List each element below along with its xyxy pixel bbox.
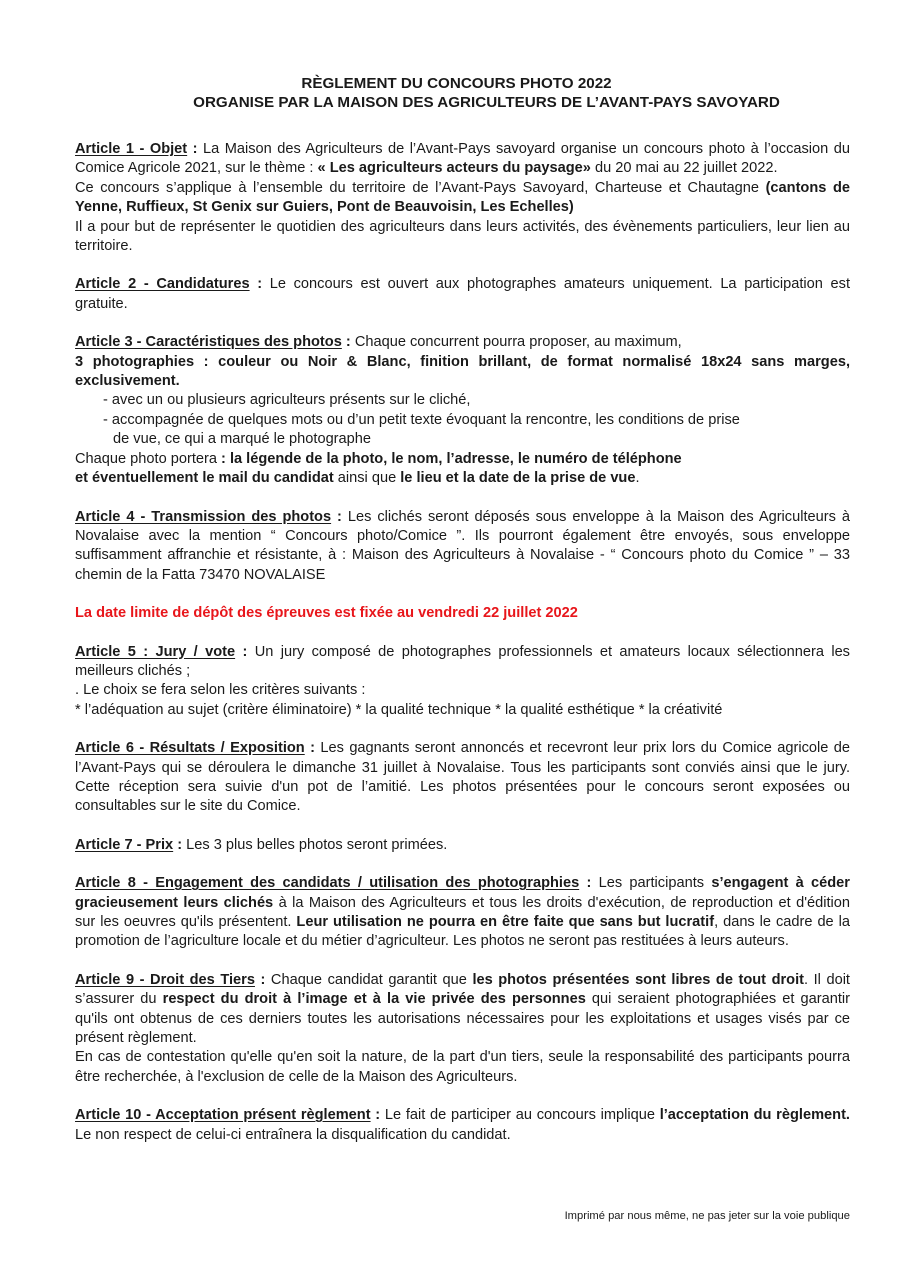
article-8-heading: Article 8 - Engagement des candidats / utilisation des photographies [75,875,580,892]
article-8-text-2: à la Maison des Agriculteurs et tous les droits d'exécution, de reproduction et d'édition sur les oeuvres qu'ils présentent. [75,894,850,930]
article-8-bold-1: s’engagent à céder gracieusement leurs clichés [75,875,850,911]
article-1-cantons: (cantons de Yenne, Ruffieux, St Genix sur Guiers, Pont de Beauvoisin, Les Echelles) [75,179,850,216]
article-1-text-3: Ce concours s’applique à l’ensemble du territoire de l’Avant-Pays Savoyard, Charteuse et Chautagne [75,179,766,196]
document-title [75,74,850,112]
article-9-text-3: qui seraient photographiées et garantir qu'ils ont obtenus de ces derniers toutes les autorisations nécessaires pour les exploitations et usages visés par ce présent règlement. [75,991,850,1047]
article-1-para-1 [75,140,850,179]
article-7 [75,836,850,855]
article-8-para [75,874,850,952]
article-3-separator: : [341,334,355,351]
article-1-para-3: Il a pour but de représenter le quotidien des agriculteurs dans leurs activités, des évènements particuliers, leur lien au territoire. [75,218,850,255]
article-1-separator: : [187,141,203,157]
article-8-separator: : [579,875,599,892]
article-1-text-2: du 20 mai au 22 juillet 2022. [590,160,778,177]
article-5-text-1: Un jury composé de photographes professionnels et amateurs locaux sélectionnera les meilleurs clichés ; [75,643,850,679]
article-3-bold-2: : la légende de la photo, le nom, l’adresse, le numéro de téléphone [221,450,682,467]
title-line-2: ORGANISE PAR LA MAISON DES AGRICULTEURS DE L’AVANT-PAYS SAVOYARD [193,94,780,111]
article-3-format [75,353,850,392]
article-5 [75,643,850,721]
article-6-heading: Article 6 - Résultats / Exposition [75,740,305,757]
article-8 [75,874,850,952]
article-3-text-1: Chaque concurrent pourra proposer, au maximum, [354,334,682,351]
article-5-para-2: . Le choix se fera selon les critères suivants : [75,682,366,699]
article-3-heading: Article 3 - Caractéristiques des photos [75,334,342,351]
article-7-heading: Article 7 - Prix [75,836,174,853]
article-5-separator: : [235,643,255,660]
article-5-heading: Article 5 : Jury / vote [75,643,236,660]
article-1-para-2 [75,179,850,218]
article-3-bold-4: le lieu et la date de la prise de vue [400,470,636,487]
article-9-bold-2: respect du droit à l’image et à la vie privée des personnes [162,991,586,1008]
article-3-text-4: . [635,470,640,487]
article-1 [75,140,850,256]
deadline-notice: La date limite de dépôt des épreuves est fixée au vendredi 22 juillet 2022 [75,605,578,622]
article-3-text-3: ainsi que [333,470,401,487]
article-9-para-2: En cas de contestation qu'elle qu'en soit la nature, de la part d'un tiers, seule la responsabilité des participants pourra être recherchée, à l'exclusion de celle de la Maison des Agriculteurs. [75,1049,850,1085]
article-6-text: Les gagnants seront annoncés et recevront leur prix lors du Comice agricole de l’Avant-Pays qui se déroulera le dimanche 31 juillet à Novalaise. Tous les participants sont conviés ainsi que le jury. Cette réception sera suivie d'un pot de l’amitié. Les photos présentées pour le concours seront exposées ou consultables sur le site du Comice. [75,740,850,815]
article-6-para [75,739,850,817]
article-2 [75,275,850,314]
article-3-para-2 [75,450,850,469]
article-9-separator: : [254,971,271,988]
article-3-bold-3: et éventuellement le mail du candidat [75,470,334,487]
article-8-text-1: Les participants [598,875,712,892]
article-4-separator: : [331,508,348,525]
article-9 [75,971,850,1087]
article-3-format-text: 3 photographies : couleur ou Noir & Blanc, finition brillant, de format normalisé 18x24 sans marges, exclusivement. [75,353,850,390]
article-3-text-2: Chaque photo portera [75,450,222,467]
article-3 [75,333,850,488]
article-3-list-item-2-line-1: - accompagnée de quelques mots ou d’un petit texte évoquant la rencontre, les conditions de prise [103,411,740,428]
article-3-list-item-1: - avec un ou plusieurs agriculteurs présents sur le cliché, [103,392,471,409]
title-line-1: RÈGLEMENT DU CONCOURS PHOTO 2022 [301,75,612,92]
article-8-text-3: , dans le cadre de la promotion de l’agriculture locale et du métier d’agriculteur. Les photos ne seront pas restituées à leurs auteurs. [75,914,850,950]
article-8-bold-2: Leur utilisation ne pourra en être faite que sans but lucratif [296,914,715,930]
article-1-theme: « Les agriculteurs acteurs du paysage» [317,160,591,177]
article-2-heading: Article 2 - Candidatures [75,276,250,293]
article-4-para [75,508,850,586]
article-9-text-1: Chaque candidat garantit que [270,971,473,988]
article-7-para [75,836,850,855]
article-3-para-3 [75,469,850,488]
article-2-text: Le concours est ouvert aux photographes amateurs uniquement. La participation est gratuite. [75,276,850,312]
article-2-separator: : [249,276,270,293]
article-6 [75,739,850,817]
article-10 [75,1106,850,1145]
article-10-para [75,1106,850,1145]
article-10-separator: : [370,1107,385,1124]
article-3-para-1 [75,333,850,352]
article-10-heading: Article 10 - Acceptation présent règlement [75,1107,371,1124]
footer-note: Imprimé par nous même, ne pas jeter sur la voie publique [564,1210,850,1222]
article-10-text-2: Le non respect de celui-ci entraînera la disqualification du candidat. [75,1126,511,1143]
article-10-text-1: Le fait de participer au concours implique [384,1107,660,1124]
article-4 [75,508,850,586]
article-1-text-1: La Maison des Agriculteurs de l’Avant-Pays savoyard organise un concours photo à l’occasion du Comice Agricole 2021, sur le thème : [75,141,850,177]
article-2-para [75,275,850,314]
article-1-heading: Article 1 - Objet [75,141,188,157]
article-7-text: Les 3 plus belles photos seront primées. [186,836,448,853]
article-9-bold-1: les photos présentées sont libres de tout droit [472,971,805,988]
article-4-heading: Article 4 - Transmission des photos [75,508,332,525]
article-4-text: Les clichés seront déposés sous enveloppe à la Maison des Agriculteurs à Novalaise avec la mention “ Concours photo/Comice ”. Ils pourront également être envoyés, sous enveloppe suffisamment affranchie et résistante, à : Maison des Agriculteurs à Novalaise - “ Concours photo du Comice ” – 33 chemin de la Fatta 73470 NOVALAISE [75,508,850,583]
article-9-heading: Article 9 - Droit des Tiers [75,971,255,988]
article-5-criteria: * l’adéquation au sujet (critère éliminatoire) * la qualité technique * la qualité esthétique * la créativité [75,701,723,718]
article-5-para-1 [75,643,850,682]
article-6-separator: : [304,740,321,757]
article-3-list-item-2 [75,411,850,430]
article-3-list-item-2-cont [75,430,850,449]
article-7-separator: : [173,836,187,853]
article-10-bold-1: l’acceptation du règlement. [659,1107,850,1124]
article-9-text-2: . Il doit s’assurer du [75,971,850,1008]
article-9-para-1 [75,971,850,1049]
article-3-list-item-2-line-2: de vue, ce qui a marqué le photographe [113,431,372,448]
